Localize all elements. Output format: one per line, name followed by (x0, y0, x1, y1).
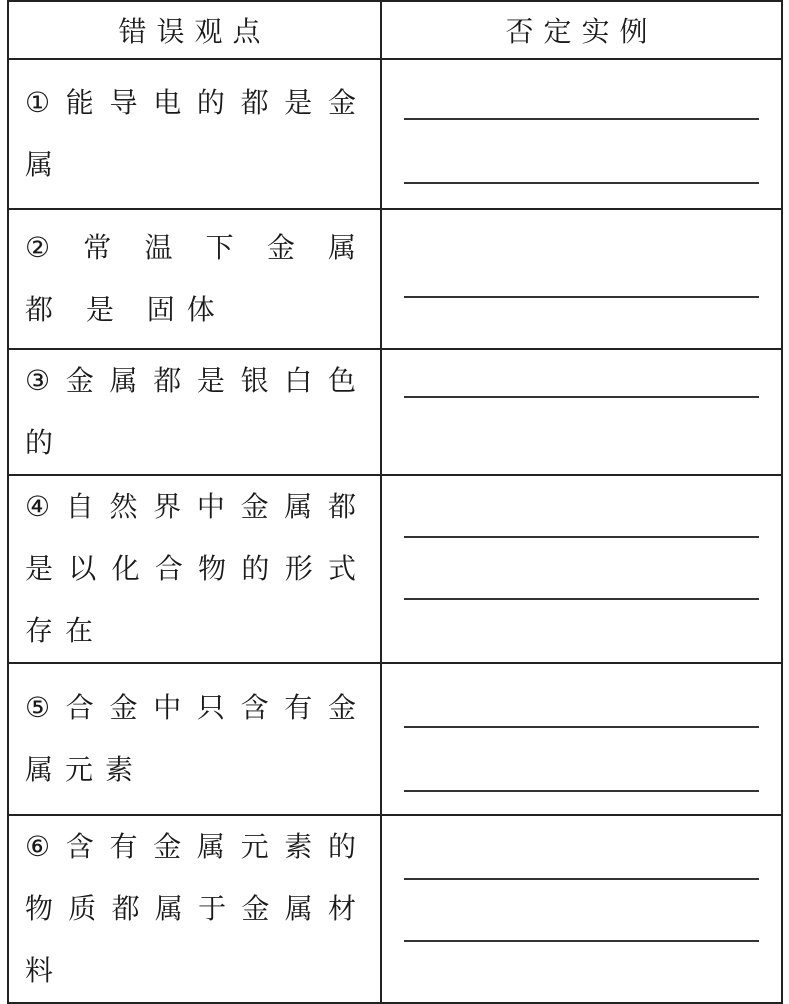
misconception-table (7, 0, 783, 1004)
wrong-view-cell: ①能导电的都是金属 (8, 59, 381, 209)
answer-cell[interactable] (381, 663, 782, 815)
answer-line (404, 878, 759, 880)
table-row (8, 349, 782, 475)
header-wrong-view: 错误观点 (8, 1, 381, 59)
answer-line (404, 598, 759, 600)
answer-line (404, 790, 759, 792)
answer-cell[interactable] (381, 209, 782, 349)
answer-cell[interactable] (381, 815, 782, 1003)
header-row (8, 1, 782, 59)
table-row (8, 209, 782, 349)
answer-line (404, 536, 759, 538)
table-row (8, 663, 782, 815)
table-row (8, 59, 782, 209)
table-row (8, 815, 782, 1003)
wrong-view-cell: ⑥含有金属元素的物质都属于金属材料 (8, 815, 381, 1003)
answer-cell[interactable] (381, 475, 782, 663)
wrong-view-cell: ② 常 温 下 金 属 都 是 固体 (8, 209, 381, 349)
worksheet-table-container (7, 0, 781, 987)
header-counter-example: 否定实例 (381, 1, 782, 59)
answer-line (404, 296, 759, 298)
answer-line (404, 182, 759, 184)
answer-line (404, 940, 759, 942)
answer-line (404, 118, 759, 120)
answer-cell[interactable] (381, 59, 782, 209)
answer-line (404, 396, 759, 398)
wrong-view-cell: ⑤合金中只含有金属元素 (8, 663, 381, 815)
wrong-view-cell: ③金属都是银白色的 (8, 349, 381, 475)
answer-cell[interactable] (381, 349, 782, 475)
answer-line (404, 726, 759, 728)
wrong-view-cell: ④自然界中金属都是以化合物的形式存在 (8, 475, 381, 663)
table-row (8, 475, 782, 663)
